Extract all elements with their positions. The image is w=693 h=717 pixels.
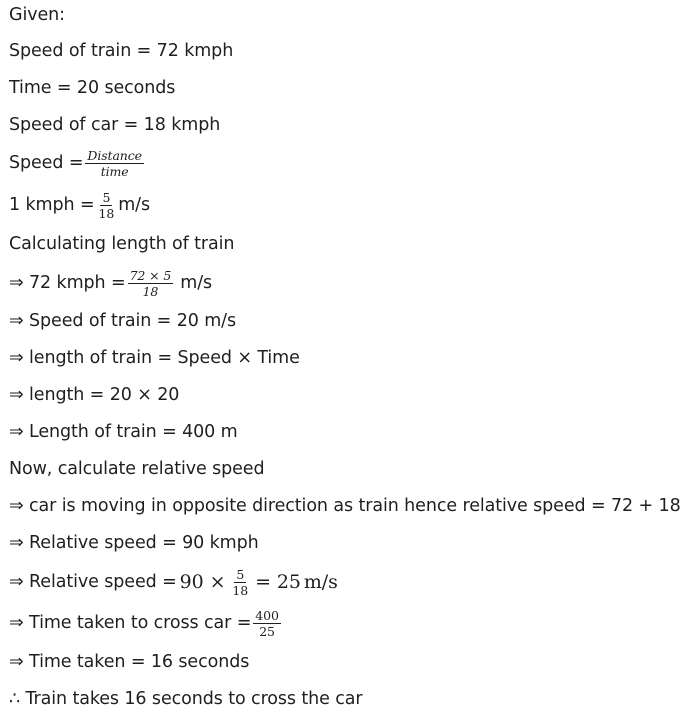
fraction-numerator: 5 — [236, 566, 245, 582]
opposite-direction-line: ⇒ car is moving in opposite direction as train hence relative speed = 72 + 18 — [9, 496, 681, 516]
train-speed-line: Speed of train = 72 kmph — [9, 41, 234, 61]
fraction-numerator: Distance — [87, 147, 142, 163]
speed-formula-line — [9, 147, 146, 179]
length-result-line: ⇒ Length of train = 400 m — [9, 422, 238, 442]
seventytwo-times-five-fraction — [128, 269, 174, 298]
four-hundred-over-twentyfive-fraction — [253, 609, 281, 638]
speed-formula-prefix: Speed = — [9, 153, 84, 173]
fraction-denominator: time — [100, 163, 129, 179]
train-speed-ms-line: ⇒ Speed of train = 20 m/s — [9, 311, 236, 331]
unit-ms: m/s — [303, 571, 338, 593]
distance-over-time-fraction — [85, 149, 144, 178]
conclusion-line: ∴ Train takes 16 seconds to cross the car — [9, 689, 363, 709]
five-eighteenths-fraction — [230, 568, 250, 597]
time-line: Time = 20 seconds — [9, 78, 176, 98]
length-calc-line: ⇒ length = 20 × 20 — [9, 385, 180, 405]
relative-speed-kmph-line: ⇒ Relative speed = 90 kmph — [9, 533, 259, 553]
kmph-conversion-suffix: m/s — [180, 273, 213, 293]
time-taken-line: ⇒ Time taken = 16 seconds — [9, 652, 250, 672]
relative-speed-prefix: ⇒ Relative speed = — [9, 572, 177, 592]
fraction-numerator: 5 — [102, 189, 111, 205]
car-speed-line: Speed of car = 18 kmph — [9, 115, 221, 135]
five-eighteenths-fraction — [97, 191, 117, 220]
fraction-denominator: 25 — [259, 623, 275, 639]
calc-length-heading: Calculating length of train — [9, 234, 235, 254]
fraction-denominator: 18 — [98, 205, 115, 221]
given-heading: Given: — [9, 5, 65, 25]
fraction-denominator: 18 — [142, 283, 159, 299]
fraction-numerator: 72 × 5 — [129, 267, 172, 283]
relative-speed-heading: Now, calculate relative speed — [9, 459, 265, 479]
kmph-conversion-prefix: ⇒ 72 kmph = — [9, 273, 126, 293]
conversion-prefix: 1 kmph = — [9, 195, 95, 215]
ninety-times: 90 × — [179, 571, 226, 593]
relative-speed-ms-line — [9, 566, 341, 598]
equals-twentyfive: = 25 — [255, 571, 301, 593]
fraction-numerator: 400 — [255, 607, 279, 623]
time-to-cross-line — [9, 607, 283, 639]
kmph-conversion-line — [9, 267, 213, 299]
conversion-suffix: m/s — [118, 195, 150, 215]
conversion-line — [9, 189, 150, 221]
fraction-denominator: 18 — [232, 582, 249, 598]
time-to-cross-prefix: ⇒ Time taken to cross car = — [9, 613, 252, 633]
length-formula-line: ⇒ length of train = Speed × Time — [9, 348, 300, 368]
